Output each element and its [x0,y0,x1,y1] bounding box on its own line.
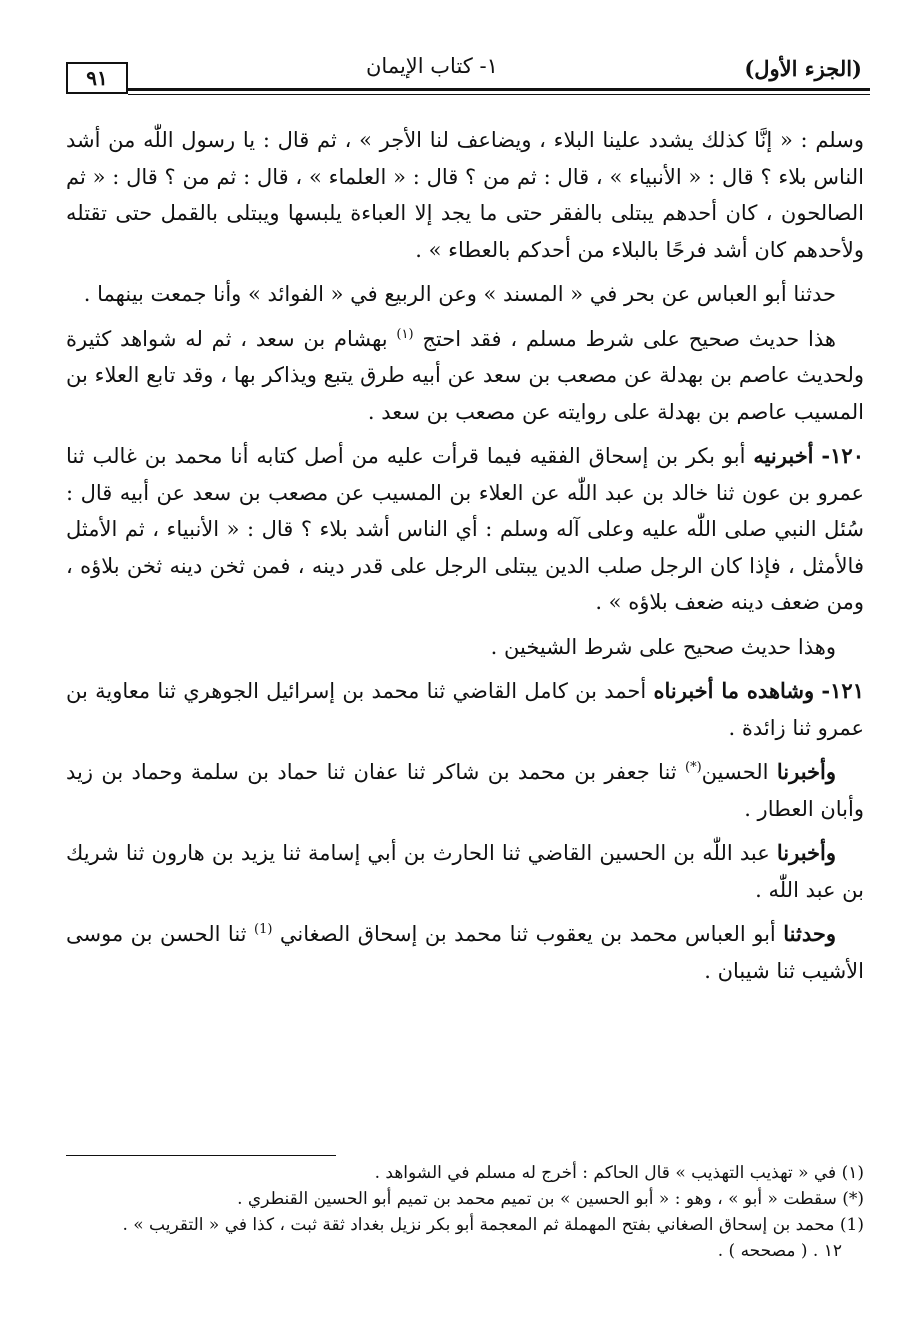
paragraph-8 [66,835,864,908]
paragraph-9-part-a: أبو العباس محمد بن يعقوب ثنا محمد بن إسحاق الصغاني [279,922,776,946]
hadith-121-text: أحمد بن كامل القاضي ثنا محمد بن إسرائيل الجوهري ثنا معاوية بن عمرو ثنا زائدة . [66,679,864,740]
footnote-continuation: ١٢ . ( مصححه ) . [717,1241,842,1261]
header-rule-thin [128,94,870,95]
footnote-star: (*) سقطت « أبو » ، وهو : « أبو الحسين » بن تميم محمد بن تميم أبو الحسين القنطري . [237,1189,864,1209]
hadith-120-lead: أخبرنيه [753,443,814,468]
hadith-number-120: ١٢٠- [821,443,864,468]
hadith-number-121: ١٢١- [821,678,864,703]
part-title: (الجزء الأول) [744,56,862,81]
paragraph-3-part-a: هذا حديث صحيح على شرط مسلم ، فقد احتج [422,326,836,351]
hadith-120 [66,438,864,621]
footnotes [66,1160,864,1264]
paragraph-1: وسلم : « إنَّا كذلك يشدد علينا البلاء ، ويضاعف لنا الأجر » ، ثم قال : يا رسول اللّٰه من أشد الناس بلاء ؟ قال : « الأنبياء » ، قال : ثم من ؟ قال : « العلماء » ، قال : ثم من ؟ قال : « ثم الصالحون ، كان أحدهم يبتلى بالفقر حتى ما يجد إلا العباءة يلبسها ويبتلى بالقمل حتى تقتله ولأحدهم كان أشد فرحًا بالبلاء من أحدكم بالعطاء » . [66,128,864,262]
paragraph-9 [66,916,864,989]
footnote-ref-star: (*) [685,760,702,775]
page-number: ٩١ [86,66,108,90]
paragraph-8-text: عبد اللّٰه بن الحسين القاضي ثنا الحارث بن أبي إسامة ثنا يزيد بن هارون ثنا شريك بن عبد اللّٰه . [66,841,864,902]
hadith-121 [66,673,864,746]
book-title: ١- كتاب الإيمان [366,54,498,78]
paragraph-2: حدثنا أبو العباس عن بحر في « المسند » وعن الربيع في « الفوائد » وأنا جمعت بينهما . [83,282,836,306]
hadith-120-text: أبو بكر بن إسحاق الفقيه فيما قرأت عليه من أصل كتابه أنا محمد بن غالب ثنا عمرو بن عون ثنا خالد بن عبد اللّٰه عن العلاء بن المسيب عن مصعب بن سعد عن أبيه قال : سُئل النبي صلى اللّٰه عليه وعلى آله وسلم : أي الناس أشد بلاء ؟ قال : « الأنبياء ، ثم الأمثل فالأمثل ، فإذا كان الرجل صلب الدين يبتلى الرجل على قدر دينه ، فمن ثخن دينه ثخن بلاؤه ، ومن ضعف دينه ضعف بلاؤه » . [66,444,864,614]
paragraph-3 [66,321,864,431]
header-rule-thick [128,88,870,91]
paragraph-grading: وهذا حديث صحيح على شرط الشيخين . [490,634,836,659]
page-number-box [66,62,128,94]
footnote-separator [66,1155,336,1156]
page-header [66,50,870,98]
footnote-1: (١) في « تهذيب التهذيب » قال الحاكم : أخرج له مسلم في الشواهد . [374,1163,864,1183]
paragraph-7-part-a: الحسين [701,760,769,784]
hadith-121-lead: وشاهده ما أخبرناه [653,678,815,703]
paragraph-9-lead: وحدثنا [783,921,836,946]
footnote-ref-1: (١) [396,326,414,342]
main-text [66,122,864,997]
paragraph-7-part-b: ثنا جعفر بن محمد بن شاكر ثنا عفان ثنا حماد بن سلمة وحماد بن زيد وأبان العطار . [66,760,864,821]
footnote-ref-latin-1: (1) [254,922,273,937]
paragraph-3-part-b: بهشام بن سعد ، ثم له شواهد كثيرة ولحديث عاصم بن بهدلة عن مصعب بن سعد عن أبيه طرق يتبع ويذاكر بها ، وقد تابع العلاء بن المسيب عاصم بن بهدلة على روايته عن مصعب بن سعد . [66,326,864,424]
footnote-latin-1: (1) محمد بن إسحاق الصغاني بفتح المهملة ثم المعجمة أبو بكر نزيل بغداد ثقة ثبت ، كذا في « التقريب » . [122,1215,864,1235]
paragraph-8-lead: وأخبرنا [776,840,836,865]
paragraph-9-part-b: ثنا الحسن بن موسى الأشيب ثنا شيبان . [66,922,864,983]
paragraph-7 [66,754,864,827]
paragraph-7-lead: وأخبرنا [776,759,836,784]
